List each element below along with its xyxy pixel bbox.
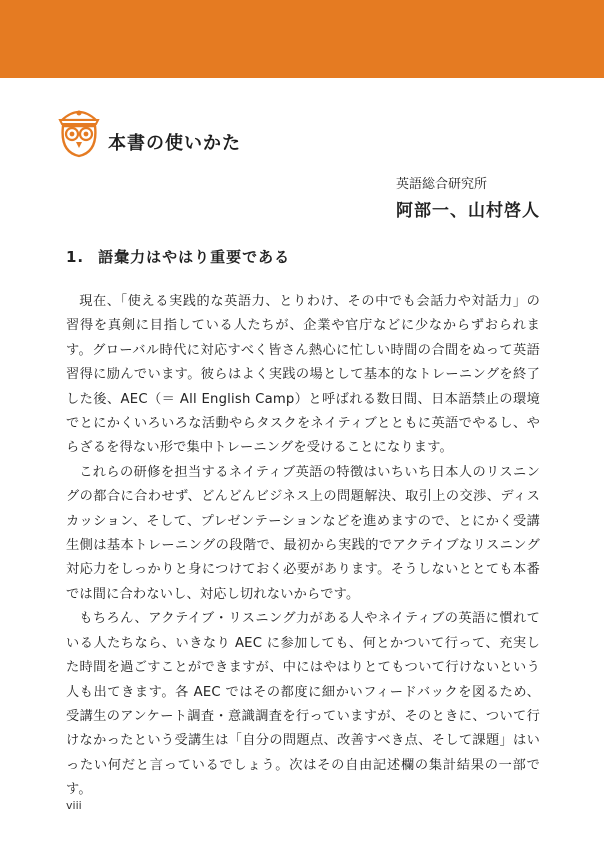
- affiliation: 英語総合研究所: [396, 177, 488, 192]
- paragraph-3: もちろん、アクテイブ・リスニング力がある人やネイティブの英語に慣れている人たちなら、いきなり AEC に参加しても、何とかついて行って、充実した時間を過ごすことができますが、中にはやはりとてもついて行けないという人も出てきます。各 AEC ではその都度に細かいフィードバックを図るため、受講生のアンケート調査・意識調査を行っていますが、そのときに、ついて行けなかったという受講生は「自分の問題点、改善すべき点、そして課題」はいったい何だと言っているでしょう。次はその自由記述欄の集計結果の一部です。: [66, 611, 540, 798]
- section-heading: [66, 246, 290, 267]
- paragraph-1: 現在、「使える実践的な英語力、とりわけ、その中でも会話力や対話力」の習得を真剣に目指している人たちが、企業や官庁などに少なからずおられます。グローバル時代に対応すべく皆さん熱心に忙しい時間の合間をぬって英語習得に励んでいます。彼らはよく実践の場として基本的なトレーニングを終了した後、AEC（＝ All English Camp）と呼ばれる数日間、日本語禁止の環境でとにかくいろいろな活動やらタスクをネイティブとともに英語でやるし、やらざるを得ない形で集中トレーニングを受けることになります。: [66, 294, 540, 456]
- body-text: [66, 290, 540, 803]
- page-title: 本書の使いかた: [108, 133, 241, 154]
- page-number: viii: [66, 799, 82, 812]
- header-band: [0, 0, 604, 78]
- section-title: 語彙力はやはり重要である: [98, 248, 291, 266]
- section-number: 1.: [66, 248, 85, 266]
- author-block: [396, 173, 540, 221]
- owl-mascot-icon: [54, 100, 104, 160]
- paragraph-2: これらの研修を担当するネイティブ英語の特徴はいちいち日本人のリスニングの都合に合わせず、どんどんビジネス上の問題解決、取引上の交渉、ディスカッション、そして、プレゼンテーションなどを進めますので、とにかく受講生側は基本トレーニングの段階で、最初から実践的でアクテイブなリスニング対応力をしっかりと身につけておく必要があります。そうしないととても本番では間に合わないし、対応し切れないからです。: [66, 464, 540, 602]
- author-names: 阿部一、山村啓人: [396, 201, 540, 221]
